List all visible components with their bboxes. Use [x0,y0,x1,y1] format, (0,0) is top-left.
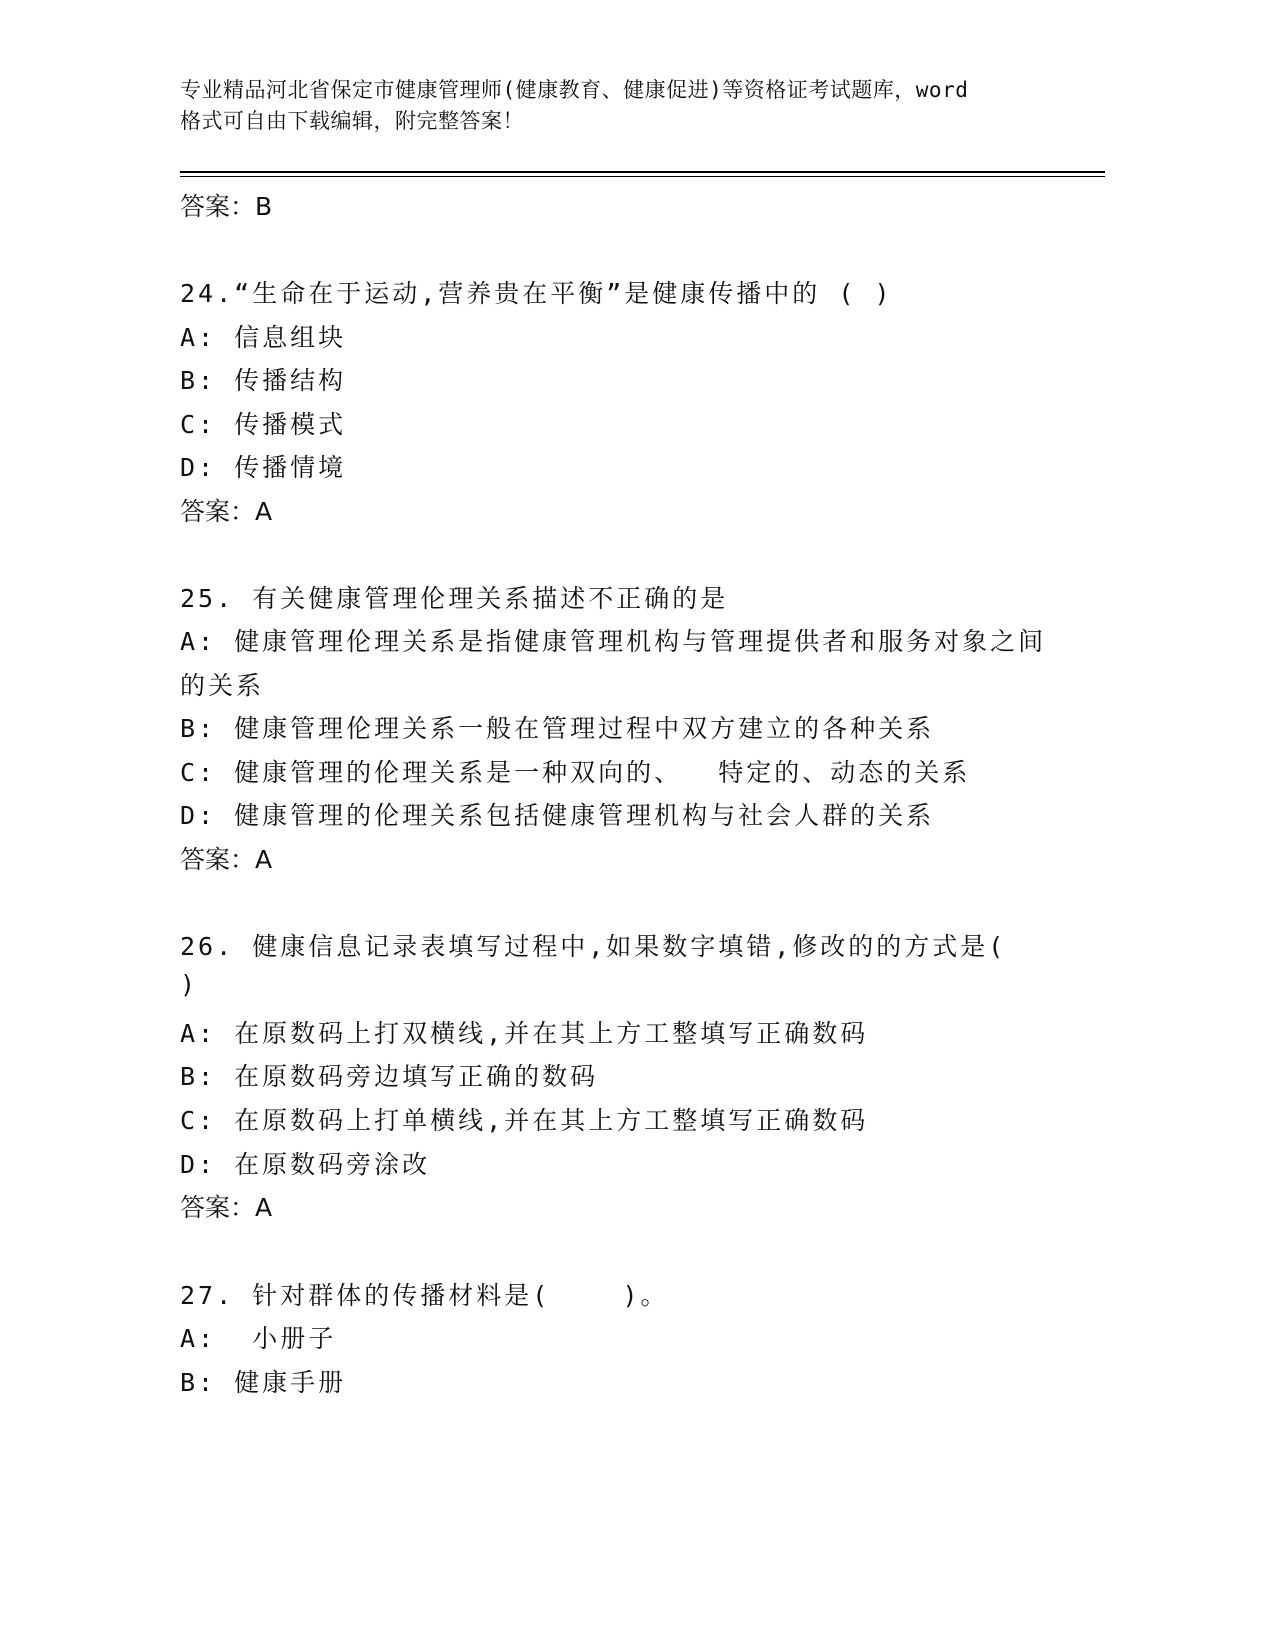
option: C: 健康管理的伦理关系是一种双向的、 特定的、动态的关系 [180,758,971,787]
question-stem: 24.“生命在于运动,营养贵在平衡”是健康传播中的 ( ) [180,279,893,308]
answer: 答案：A [180,1193,273,1222]
answer: 答案：A [180,845,273,874]
header-line-2: 格式可自由下载编辑，附完整答案！ [180,109,524,133]
question-stem-continued: ) [180,970,199,999]
question-stem: 26. 健康信息记录表填写过程中,如果数字填错,修改的的方式是( [180,932,1007,961]
option: C: 在原数码上打单横线,并在其上方工整填写正确数码 [180,1106,869,1135]
option-continued: 的关系 [180,671,265,700]
option: D: 传播情境 [180,453,347,482]
answer: 答案：B [180,192,273,221]
header-divider-thin [180,176,1105,177]
option: B: 在原数码旁边填写正确的数码 [180,1062,599,1091]
option: B: 健康管理伦理关系一般在管理过程中双方建立的各种关系 [180,714,935,743]
header-divider [180,171,1105,173]
option: A: 在原数码上打双横线,并在其上方工整填写正确数码 [180,1019,869,1048]
option: D: 在原数码旁涂改 [180,1150,431,1179]
option: B: 传播结构 [180,366,347,395]
option: A: 小册子 [180,1324,337,1353]
question-stem: 25. 有关健康管理伦理关系描述不正确的是 [180,584,729,613]
option: A: 健康管理伦理关系是指健康管理机构与管理提供者和服务对象之间 [180,627,1047,656]
question-stem: 27. 针对群体的传播材料是( )。 [180,1281,669,1310]
option: A: 信息组块 [180,323,347,352]
answer: 答案：A [180,497,273,526]
header-line-1: 专业精品河北省保定市健康管理师(健康教育、健康促进)等资格证考试题库，word [180,78,969,102]
option: C: 传播模式 [180,410,347,439]
option: B: 健康手册 [180,1368,347,1397]
option: D: 健康管理的伦理关系包括健康管理机构与社会人群的关系 [180,801,935,830]
